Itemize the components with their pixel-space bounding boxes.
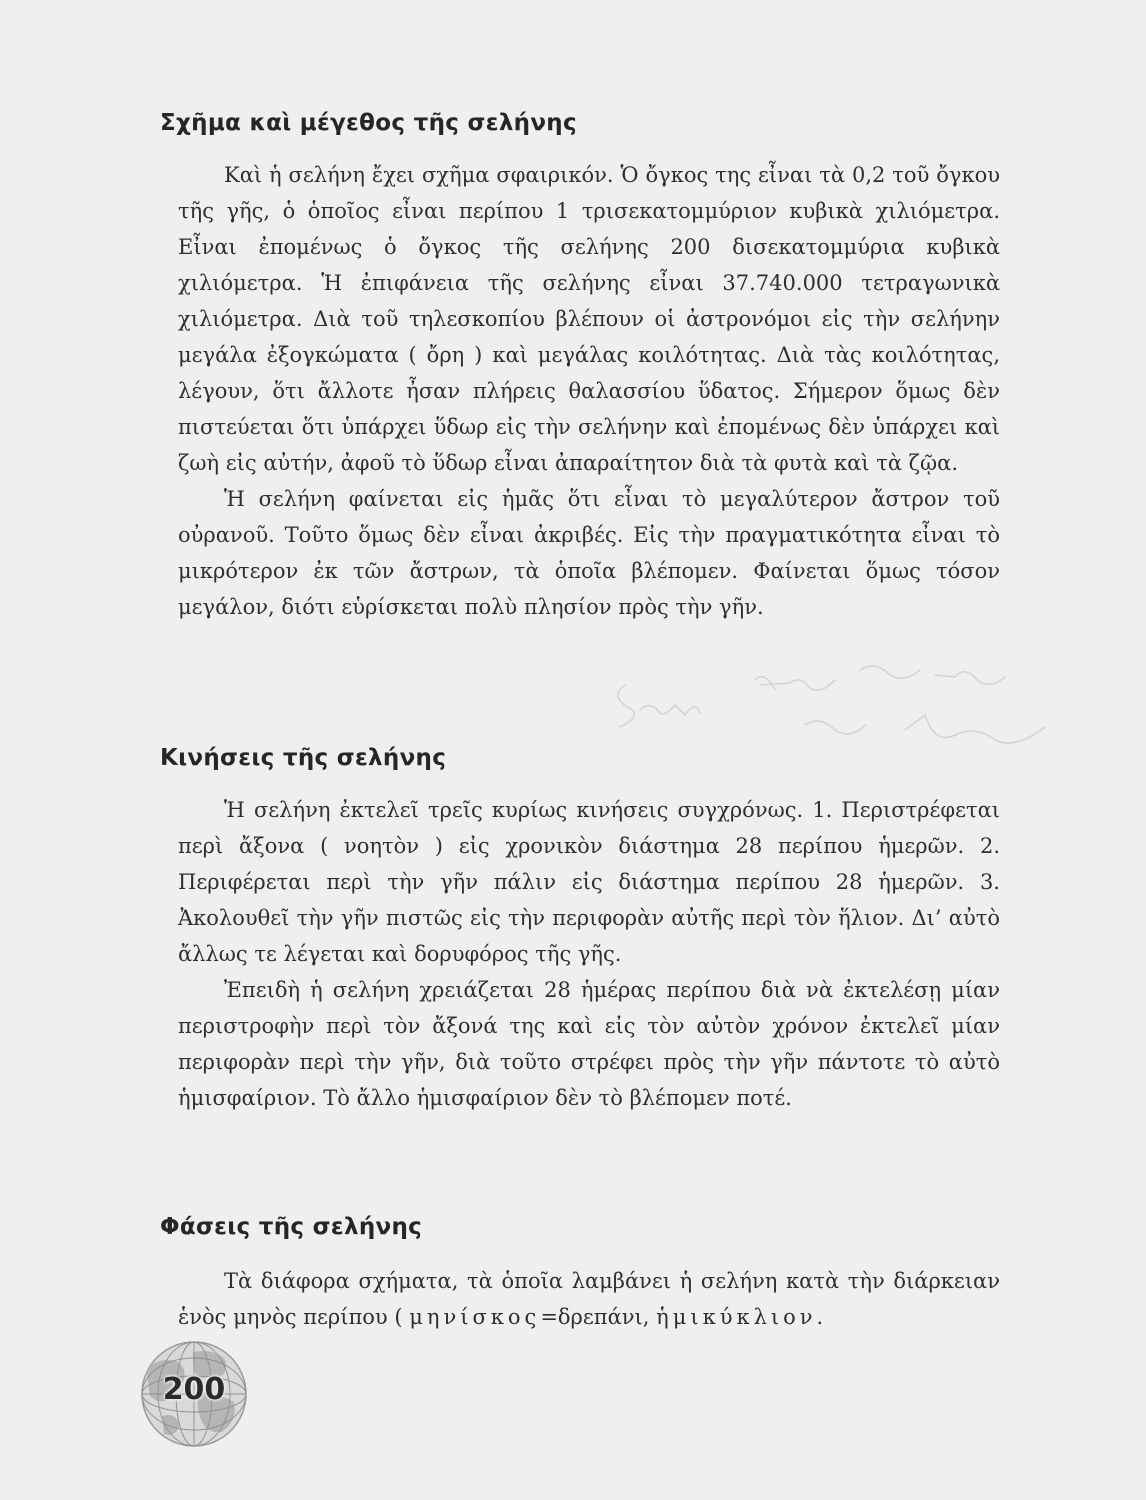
section-heading-movements: Κινήσεις τῆς σελήνης: [160, 745, 447, 771]
paragraph: Καὶ ἡ σελήνη ἔχει σχῆμα σφαιρικόν. Ὁ ὄγκος της εἶναι τὰ 0,2 τοῦ ὄγκου τῆς γῆς, ὁ ὁποῖος εἶναι περίπου 1 τρισεκατομμύριον κυβικὰ χιλιόμετρα. Εἶναι ἐπομένως ὁ ὄγκος τῆς σελήνης 200 δισεκατομμύρια κυβικὰ χιλιόμετρα. Ἡ ἐπιφάνεια τῆς σελήνης εἶναι 37.740.000 τετραγωνικὰ χιλιόμετρα. Διὰ τοῦ τηλεσκοπίου βλέπουν οἱ ἀστρονόμοι εἰς τὴν σελήνην μεγάλα ἐξογκώματα ( ὄρη ) καὶ μεγάλας κοιλότητας. Διὰ τὰς κοιλότητας, λέγουν, ὅτι ἄλλοτε ἦσαν πλήρεις θαλασσίου ὕδατος. Σήμερον ὅμως δὲν πιστεύεται ὅτι ὑπάρχει ὕδωρ εἰς τὴν σελήνην καὶ ἐπομένως δὲν ὑπάρχει καὶ ζωὴ εἰς αὐτήν, ἀφοῦ τὸ ὕδωρ εἶναι ἀπαραίτητον διὰ τὰ φυτὰ καὶ τὰ ζῷα.: [178, 163, 1000, 475]
section-heading-shape-size: Σχῆμα καὶ μέγεθος τῆς σελήνης: [160, 110, 577, 136]
spaced-term: ἡμικύκλιον.: [656, 1305, 828, 1329]
section-body-phases: [178, 1263, 1000, 1335]
paragraph: Ἐπειδὴ ἡ σελήνη χρειάζεται 28 ἡμέρας περίπου διὰ νὰ ἐκτελέσῃ μίαν περιστροφὴν περὶ τὸν ἄξονά της καὶ εἰς τὸν αὐτὸν χρόνον ἐκτελεῖ μίαν περιφορὰν περὶ τὴν γῆν, διὰ τοῦτο στρέφει πρὸς τὴν γῆν πάντοτε τὸ αὐτὸ ἡμισφαίριον. Τὸ ἄλλο ἡμισφαίριον δὲν τὸ βλέπομεν ποτέ.: [178, 978, 1000, 1110]
section-heading-phases: Φάσεις τῆς σελήνης: [160, 1214, 423, 1240]
paragraph-text: Τὰ διάφορα σχήματα, τὰ ὁποῖα λαμβάνει ἡ σελήνη κατὰ τὴν διάρκειαν ἑνὸς μηνὸς περίπου (: [178, 1269, 1000, 1329]
paragraph-text: =δρεπάνι,: [540, 1305, 650, 1329]
paragraph: Ἡ σελήνη φαίνεται εἰς ἡμᾶς ὅτι εἶναι τὸ μεγαλύτερον ἄστρον τοῦ οὐρανοῦ. Τοῦτο ὅμως δὲν εἶναι ἀκριβές. Εἰς τὴν πραγματικότητα εἶναι τὸ μικρότερον ἐκ τῶν ἄστρων, τὰ ὁποῖα βλέπομεν. Φαίνεται ὅμως τόσον μεγάλον, διότι εὑρίσκεται πολὺ πλησίον πρὸς τὴν γῆν.: [178, 487, 1000, 619]
spaced-term: μηνίσκος: [409, 1305, 541, 1329]
pencil-scribble: [605, 655, 1065, 765]
paragraph: [178, 1263, 1000, 1335]
page-number: 200: [162, 1372, 226, 1407]
paragraph: Ἡ σελήνη ἐκτελεῖ τρεῖς κυρίως κινήσεις συγχρόνως. 1. Περιστρέφεται περὶ ἄξονα ( νοητὸν ) εἰς χρονικὸν διάστημα 28 περίπου ἡμερῶν. 2. Περιφέρεται περὶ τὴν γῆν πάλιν εἰς διάστημα περίπου 28 ἡμερῶν. 3. Ἀκολουθεῖ τὴν γῆν πιστῶς εἰς τὴν περιφορὰν αὐτῆς περὶ τὸν ἥλιον. Δι’ αὐτὸ ἄλλως τε λέγεται καὶ δορυφόρος τῆς γῆς.: [178, 798, 1000, 966]
section-body-movements: [178, 792, 1000, 1116]
section-body-shape-size: [178, 157, 1000, 625]
